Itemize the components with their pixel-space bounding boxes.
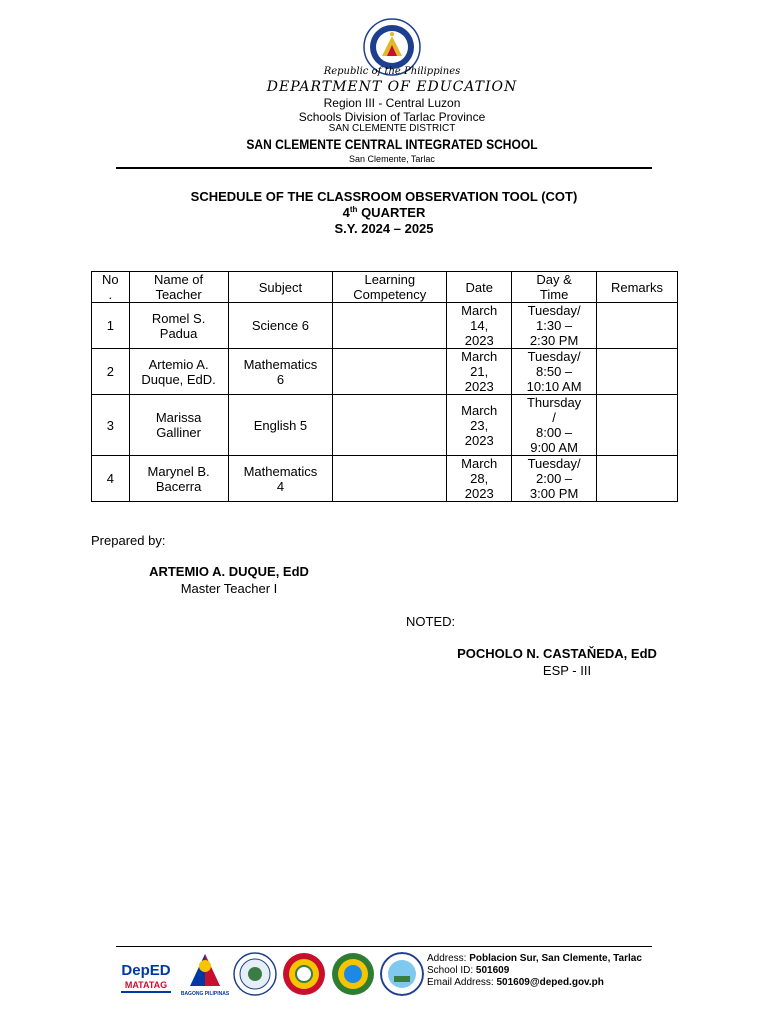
svg-text:DepED: DepED (121, 962, 171, 979)
cell-day-time: Tuesday/ 8:50 – 10:10 AM (512, 349, 597, 395)
svg-text:BAGONG PILIPINAS: BAGONG PILIPINAS (180, 991, 230, 997)
header-teacher: Name of Teacher (129, 272, 228, 303)
cell-competency (333, 395, 447, 456)
cell-subject: Science 6 (228, 303, 333, 349)
cell-no: 4 (92, 456, 130, 502)
prepared-by-position: Master Teacher I (180, 581, 278, 596)
cell-teacher: Artemio A. Duque, EdD. (129, 349, 228, 395)
cell-teacher: Romel S. Padua (129, 303, 228, 349)
cell-date: March 23, 2023 (447, 395, 512, 456)
footer-divider (116, 946, 652, 947)
district-seal-logo (282, 952, 326, 996)
svg-text:MATATAG: MATATAG (124, 980, 168, 990)
school-year: S.Y. 2024 – 2025 (334, 221, 434, 236)
cell-remarks (597, 303, 678, 349)
header-subject: Subject (228, 272, 333, 303)
cell-day-time: Tuesday/ 2:00 – 3:00 PM (512, 456, 597, 502)
cell-no: 3 (92, 395, 130, 456)
bagong-pilipinas-logo (180, 950, 230, 998)
cell-competency (333, 349, 447, 395)
cell-remarks (597, 456, 678, 502)
division-seal-logo (233, 952, 277, 996)
department-name: DEPARTMENT OF EDUCATION (266, 79, 518, 95)
cell-day-time: Thursday / 8:00 – 9:00 AM (512, 395, 597, 456)
region-line: Region III - Central Luzon (323, 96, 461, 110)
school-town: San Clemente, Tarlac (349, 154, 435, 164)
cell-teacher: Marynel B. Bacerra (129, 456, 228, 502)
school-seal-logo (331, 952, 375, 996)
noted-by-position: ESP - III (542, 663, 592, 678)
cell-no: 2 (92, 349, 130, 395)
footer-address: Address: Poblacion Sur, San Clemente, Tarlac (427, 953, 642, 964)
table-row (92, 349, 678, 395)
cell-subject: Mathematics 4 (228, 456, 333, 502)
noted-by-name: POCHOLO N. CASTAŇEDA, EdD (457, 646, 657, 661)
header-divider (116, 167, 652, 169)
quarter-line (0, 205, 768, 220)
republic-line: Republic of the Philippines (323, 66, 461, 77)
table-row (92, 395, 678, 456)
noted-label: NOTED: (406, 614, 456, 629)
cell-competency (333, 456, 447, 502)
footer-school-id: School ID: 501609 (427, 965, 510, 976)
header-day-time: Day & Time (512, 272, 597, 303)
footer-email: Email Address: 501609@deped.gov.ph (427, 977, 604, 988)
cell-date: March 21, 2023 (447, 349, 512, 395)
cell-day-time: Tuesday/ 1:30 – 2:30 PM (512, 303, 597, 349)
document-title: SCHEDULE OF THE CLASSROOM OBSERVATION TOOL (COT) (190, 189, 578, 204)
table-header-row (92, 272, 678, 303)
quarter-word: QUARTER (357, 205, 426, 220)
school-name: SAN CLEMENTE CENTRAL INTEGRATED SCHOOL (246, 136, 538, 152)
cell-subject: English 5 (228, 395, 333, 456)
cell-teacher: Marissa Galliner (129, 395, 228, 456)
division-line: Schools Division of Tarlac Province (298, 110, 486, 124)
prepared-by-label: Prepared by: (91, 533, 166, 548)
header-competency: Learning Competency (333, 272, 447, 303)
header-remarks: Remarks (597, 272, 678, 303)
schedule-table (91, 271, 678, 502)
table-row (92, 303, 678, 349)
deped-matatag-logo (117, 955, 175, 995)
quarter-suffix: th (349, 205, 358, 214)
cell-date: March 28, 2023 (447, 456, 512, 502)
header-no: No . (92, 272, 130, 303)
cell-remarks (597, 349, 678, 395)
prepared-by-name: ARTEMIO A. DUQUE, EdD (149, 564, 309, 579)
district-line: SAN CLEMENTE DISTRICT (328, 123, 456, 134)
cell-subject: Mathematics 6 (228, 349, 333, 395)
cell-no: 1 (92, 303, 130, 349)
cell-competency (333, 303, 447, 349)
quarter-number: 4 (342, 205, 350, 220)
cell-date: March 14, 2023 (447, 303, 512, 349)
school-seal-logo-2 (380, 952, 424, 996)
cell-remarks (597, 395, 678, 456)
table-row (92, 456, 678, 502)
header-date: Date (447, 272, 512, 303)
